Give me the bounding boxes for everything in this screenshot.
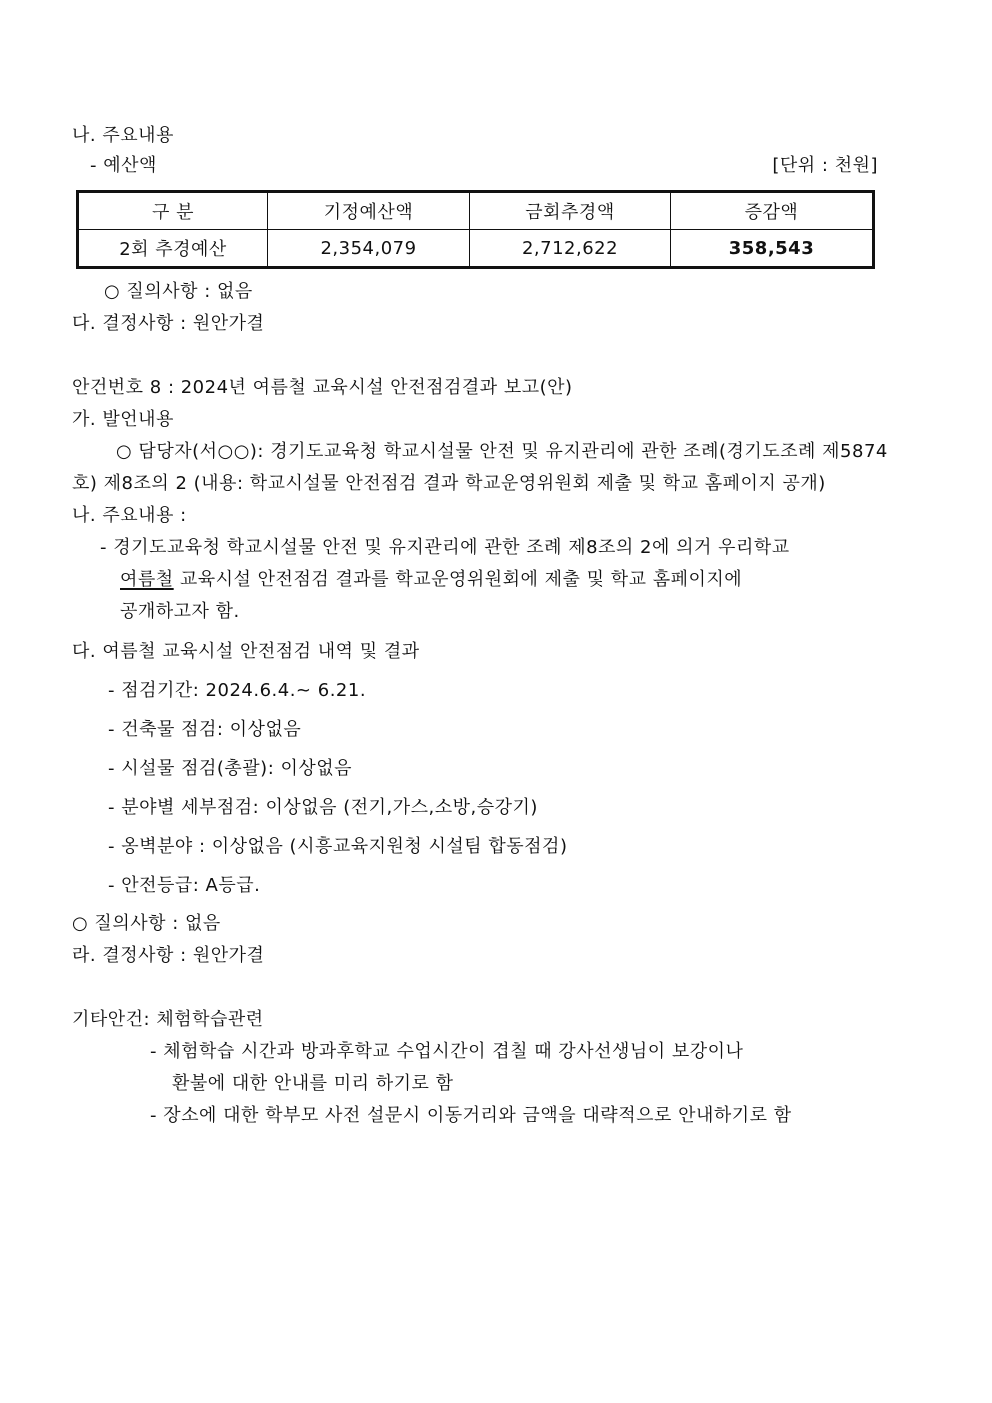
- section-title-main-content: 나. 주요내용: [72, 125, 174, 146]
- section-title-main-content-2: 나. 주요내용 :: [72, 505, 187, 526]
- agenda-title: 안건번호 8 : 2024년 여름철 교육시설 안전점검결과 보고(안): [72, 377, 573, 398]
- table-header-cell: 기정예산액: [268, 192, 470, 230]
- budget-table: [76, 190, 875, 269]
- etc-line-3: - 장소에 대한 학부모 사전 설문시 이동거리와 금액을 대략적으로 안내하기로 함: [150, 1105, 792, 1126]
- question-line: ○ 질의사항 : 없음: [72, 913, 221, 934]
- list-item: - 점검기간: 2024.6.4.~ 6.21.: [108, 680, 367, 701]
- question-line: ○ 질의사항 : 없음: [104, 281, 253, 302]
- content-line-2-rest: 교육시설 안전점검 결과를 학교운영위원회에 제출 및 학교 홈페이지에: [173, 569, 743, 590]
- table-cell: 2,354,079: [268, 230, 470, 268]
- remarks-line-2: 호) 제8조의 2 (내용: 학교시설물 안전점검 결과 학교운영위원회 제출 및 학교 홈페이지 공개): [72, 473, 826, 494]
- list-item: - 분야별 세부점검: 이상없음 (전기,가스,소방,승강기): [108, 797, 538, 818]
- etc-line-1: - 체험학습 시간과 방과후학교 수업시간이 겹칠 때 강사선생님이 보강이나: [150, 1041, 744, 1062]
- unit-label: [단위 : 천원]: [772, 155, 878, 176]
- table-header-cell: 구 분: [78, 192, 268, 230]
- section-title-inspection: 다. 여름철 교육시설 안전점검 내역 및 결과: [72, 641, 420, 662]
- budget-label: - 예산액: [90, 155, 157, 176]
- table-header-cell: 금회추경액: [470, 192, 671, 230]
- table-cell: 2,712,622: [470, 230, 671, 268]
- content-line-2: [120, 568, 742, 592]
- list-item: - 안전등급: A등급.: [108, 875, 261, 896]
- remarks-line-1: ○ 담당자(서○○): 경기도교육청 학교시설물 안전 및 유지관리에 관한 조례(경기도조례 제5874: [116, 441, 888, 462]
- etc-line-2: 환불에 대한 안내를 미리 하기로 함: [172, 1073, 454, 1094]
- table-header-row: [78, 192, 874, 230]
- table-row: [78, 230, 874, 268]
- decision-line: 다. 결정사항 : 원안가결: [72, 313, 265, 334]
- etc-agenda-title: 기타안건: 체험학습관련: [72, 1009, 264, 1030]
- list-item: - 옹벽분야 : 이상없음 (시흥교육지원청 시설팀 합동점검): [108, 836, 568, 857]
- table-cell: 2회 추경예산: [78, 230, 268, 268]
- underlined-word: 여름철: [120, 569, 174, 590]
- content-line-1: - 경기도교육청 학교시설물 안전 및 유지관리에 관한 조례 제8조의 2에 의거 우리학교: [100, 537, 790, 558]
- content-line-3: 공개하고자 함.: [120, 601, 240, 622]
- list-item: - 시설물 점검(총괄): 이상없음: [108, 758, 353, 779]
- section-title-remarks: 가. 발언내용: [72, 409, 174, 430]
- decision-line: 라. 결정사항 : 원안가결: [72, 945, 265, 966]
- table-cell-change: 358,543: [671, 230, 874, 268]
- table-header-cell: 증감액: [671, 192, 874, 230]
- list-item: - 건축물 점검: 이상없음: [108, 719, 302, 740]
